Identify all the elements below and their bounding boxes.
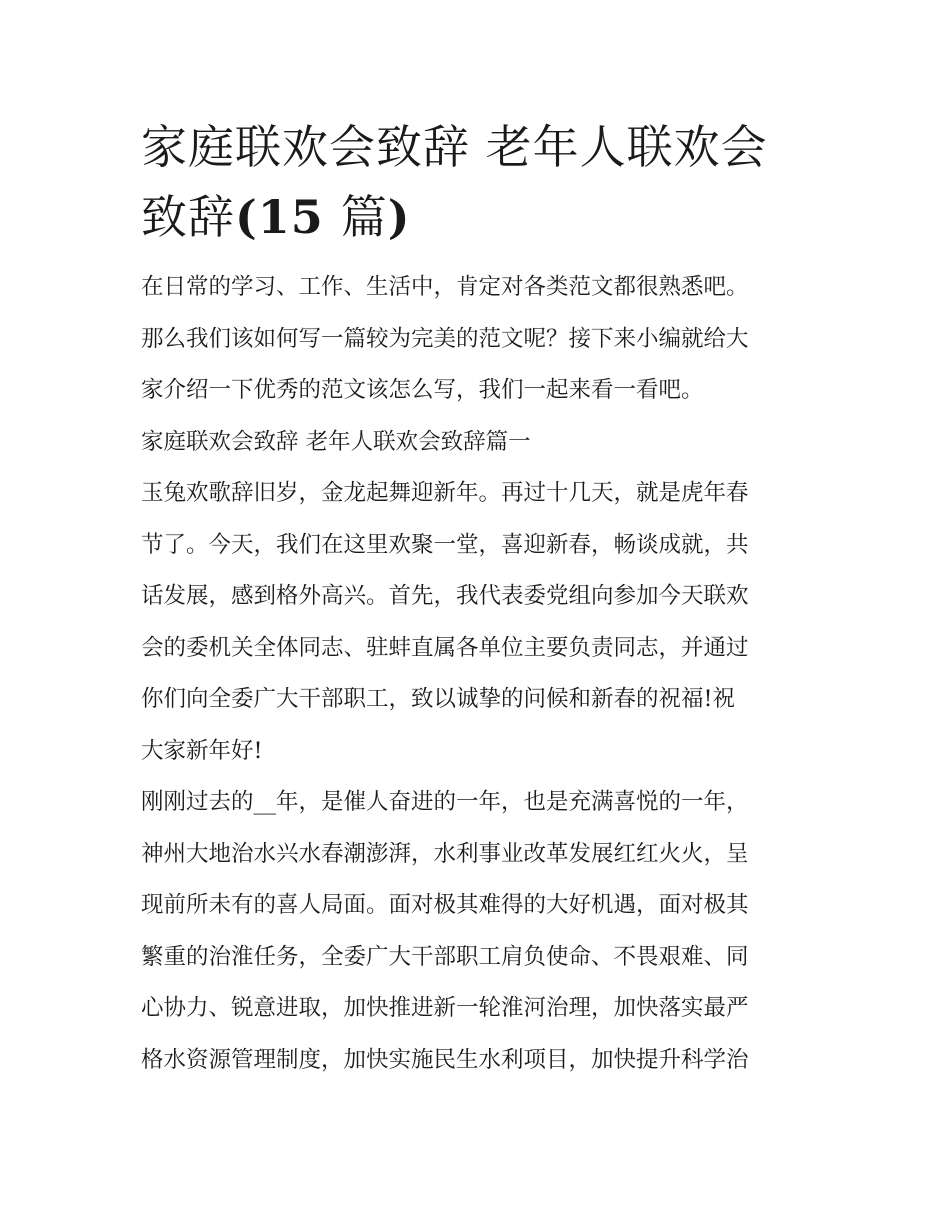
paragraph-line: 你们向全委广大干部职工，致以诚挚的问候和新春的祝福!祝 (141, 686, 736, 712)
paragraph-line: 玉兔欢歌辞旧岁，金龙起舞迎新年。再过十几天，就是虎年春 (141, 480, 749, 506)
paragraph-line: 繁重的治淮任务，全委广大干部职工肩负使命、不畏艰难、同 (141, 943, 749, 970)
paragraph-1 (141, 468, 813, 777)
title-line-2-number: (15 (235, 190, 341, 244)
paragraph-2 (141, 777, 813, 1086)
intro-line: 那么我们该如何写一篇较为完美的范文呢？接下来小编就给大 (141, 325, 749, 352)
paragraph-line: 格水资源管理制度，加快实施民生水利项目，加快提升科学治 (141, 1046, 749, 1073)
paragraph-line: 会的委机关全体同志、驻蚌直属各单位主要负责同志，并通过 (141, 634, 749, 661)
title-line-2-suffix: 篇 (340, 190, 388, 244)
paragraph-line: 现前所未有的喜人局面。面对极其难得的大好机遇，面对极其 (141, 892, 749, 918)
document-title (141, 112, 813, 252)
document-page (141, 112, 813, 1086)
paragraph-line: 神州大地治水兴水春潮澎湃，水利事业改革发展红红火火，呈 (141, 840, 749, 867)
intro-line: 家介绍一下优秀的范文该怎么写，我们一起来看一看吧。 (141, 377, 704, 403)
intro-paragraph (141, 262, 813, 417)
paragraph-line: 大家新年好! (141, 737, 263, 764)
section-heading: 家庭联欢会致辞 老年人联欢会致辞篇一 (141, 428, 531, 455)
paragraph-line: 心协力、锐意进取，加快推进新一轮淮河治理，加快落实最严 (141, 995, 749, 1021)
paragraph-line: 话发展，感到格外高兴。首先，我代表委党组向参加今天联欢 (141, 583, 749, 609)
intro-line: 在日常的学习、工作、生活中，肯定对各类范文都很熟悉吧。 (141, 274, 749, 300)
title-line-2-close: ) (387, 190, 411, 244)
paragraph-line: 刚刚过去的__年，是催人奋进的一年，也是充满喜悦的一年， (141, 789, 749, 815)
paragraph-line: 节了。今天，我们在这里欢聚一堂，喜迎新春，畅谈成就，共 (141, 531, 749, 558)
title-line-1: 家庭联欢会致辞 老年人联欢会 (141, 120, 768, 174)
title-line-2-prefix: 致辞 (141, 190, 235, 244)
